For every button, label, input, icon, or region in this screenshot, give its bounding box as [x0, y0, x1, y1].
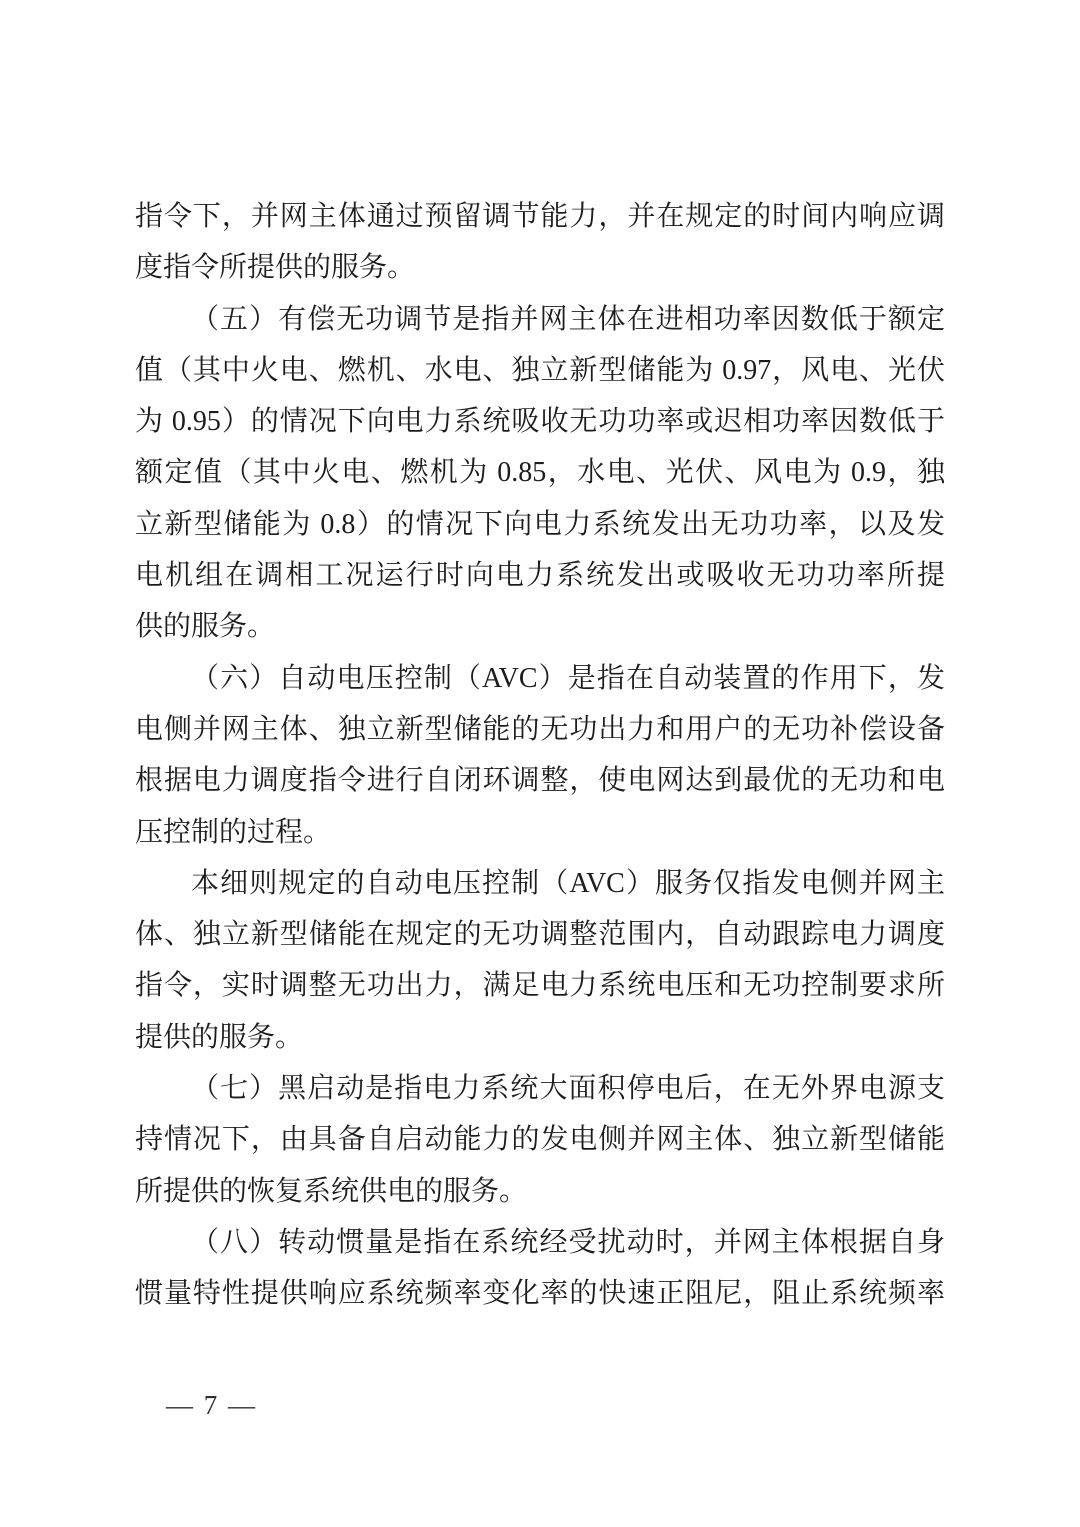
text-line: 为 0.95）的情况下向电力系统吸收无功功率或迟相功率因数低于 — [135, 406, 945, 438]
page-number: — 7 — — [166, 1390, 257, 1420]
text-line: 值（其中火电、燃机、水电、独立新型储能为 0.97，风电、光伏 — [135, 354, 945, 386]
text-line: 惯量特性提供响应系统频率变化率的快速正阻尼，阻止系统频率 — [135, 1278, 945, 1310]
text-line: 供的服务。 — [135, 611, 276, 643]
text-line: 压控制的过程。 — [135, 816, 332, 848]
document-body-text — [135, 191, 945, 1320]
text-line: 额定值（其中火电、燃机为 0.85，水电、光伏、风电为 0.9，独 — [135, 457, 945, 489]
text-line: 度指令所提供的服务。 — [135, 252, 416, 284]
text-line: （五）有偿无功调节是指并网主体在进相功率因数低于额定 — [191, 303, 945, 335]
text-line: 根据电力调度指令进行自闭环调整，使电网达到最优的无功和电 — [135, 765, 945, 797]
paragraph-item-8 — [135, 1217, 945, 1320]
text-line: 电侧并网主体、独立新型储能的无功出力和用户的无功补偿设备 — [135, 713, 945, 745]
text-line: （八）转动惯量是指在系统经受扰动时，并网主体根据自身 — [191, 1226, 945, 1258]
text-line: 所提供的恢复系统供电的服务。 — [135, 1175, 528, 1207]
text-line: 提供的服务。 — [135, 1021, 304, 1053]
paragraph-item-6 — [135, 653, 945, 858]
paragraph-avc-scope — [135, 858, 945, 1063]
text-line: 电机组在调相工况运行时向电力系统发出或吸收无功功率所提 — [135, 560, 945, 592]
text-line: 体、独立新型储能在规定的无功调整范围内，自动跟踪电力调度 — [135, 919, 945, 951]
text-line: 指令下，并网主体通过预留调节能力，并在规定的时间内响应调 — [135, 201, 945, 232]
text-line: 指令，实时调整无功出力，满足电力系统电压和无功控制要求所 — [135, 970, 945, 1002]
paragraph-item-7 — [135, 1063, 945, 1217]
paragraph-item-5 — [135, 294, 945, 653]
text-line: （六）自动电压控制（AVC）是指在自动装置的作用下，发 — [191, 662, 945, 694]
text-line: 立新型储能为 0.8）的情况下向电力系统发出无功功率，以及发 — [135, 508, 945, 540]
text-line: （七）黑启动是指电力系统大面积停电后，在无外界电源支 — [191, 1073, 945, 1105]
text-line: 本细则规定的自动电压控制（AVC）服务仅指发电侧并网主 — [191, 867, 945, 899]
paragraph-continuation — [135, 191, 945, 294]
text-line: 持情况下，由具备自启动能力的发电侧并网主体、独立新型储能 — [135, 1124, 945, 1156]
